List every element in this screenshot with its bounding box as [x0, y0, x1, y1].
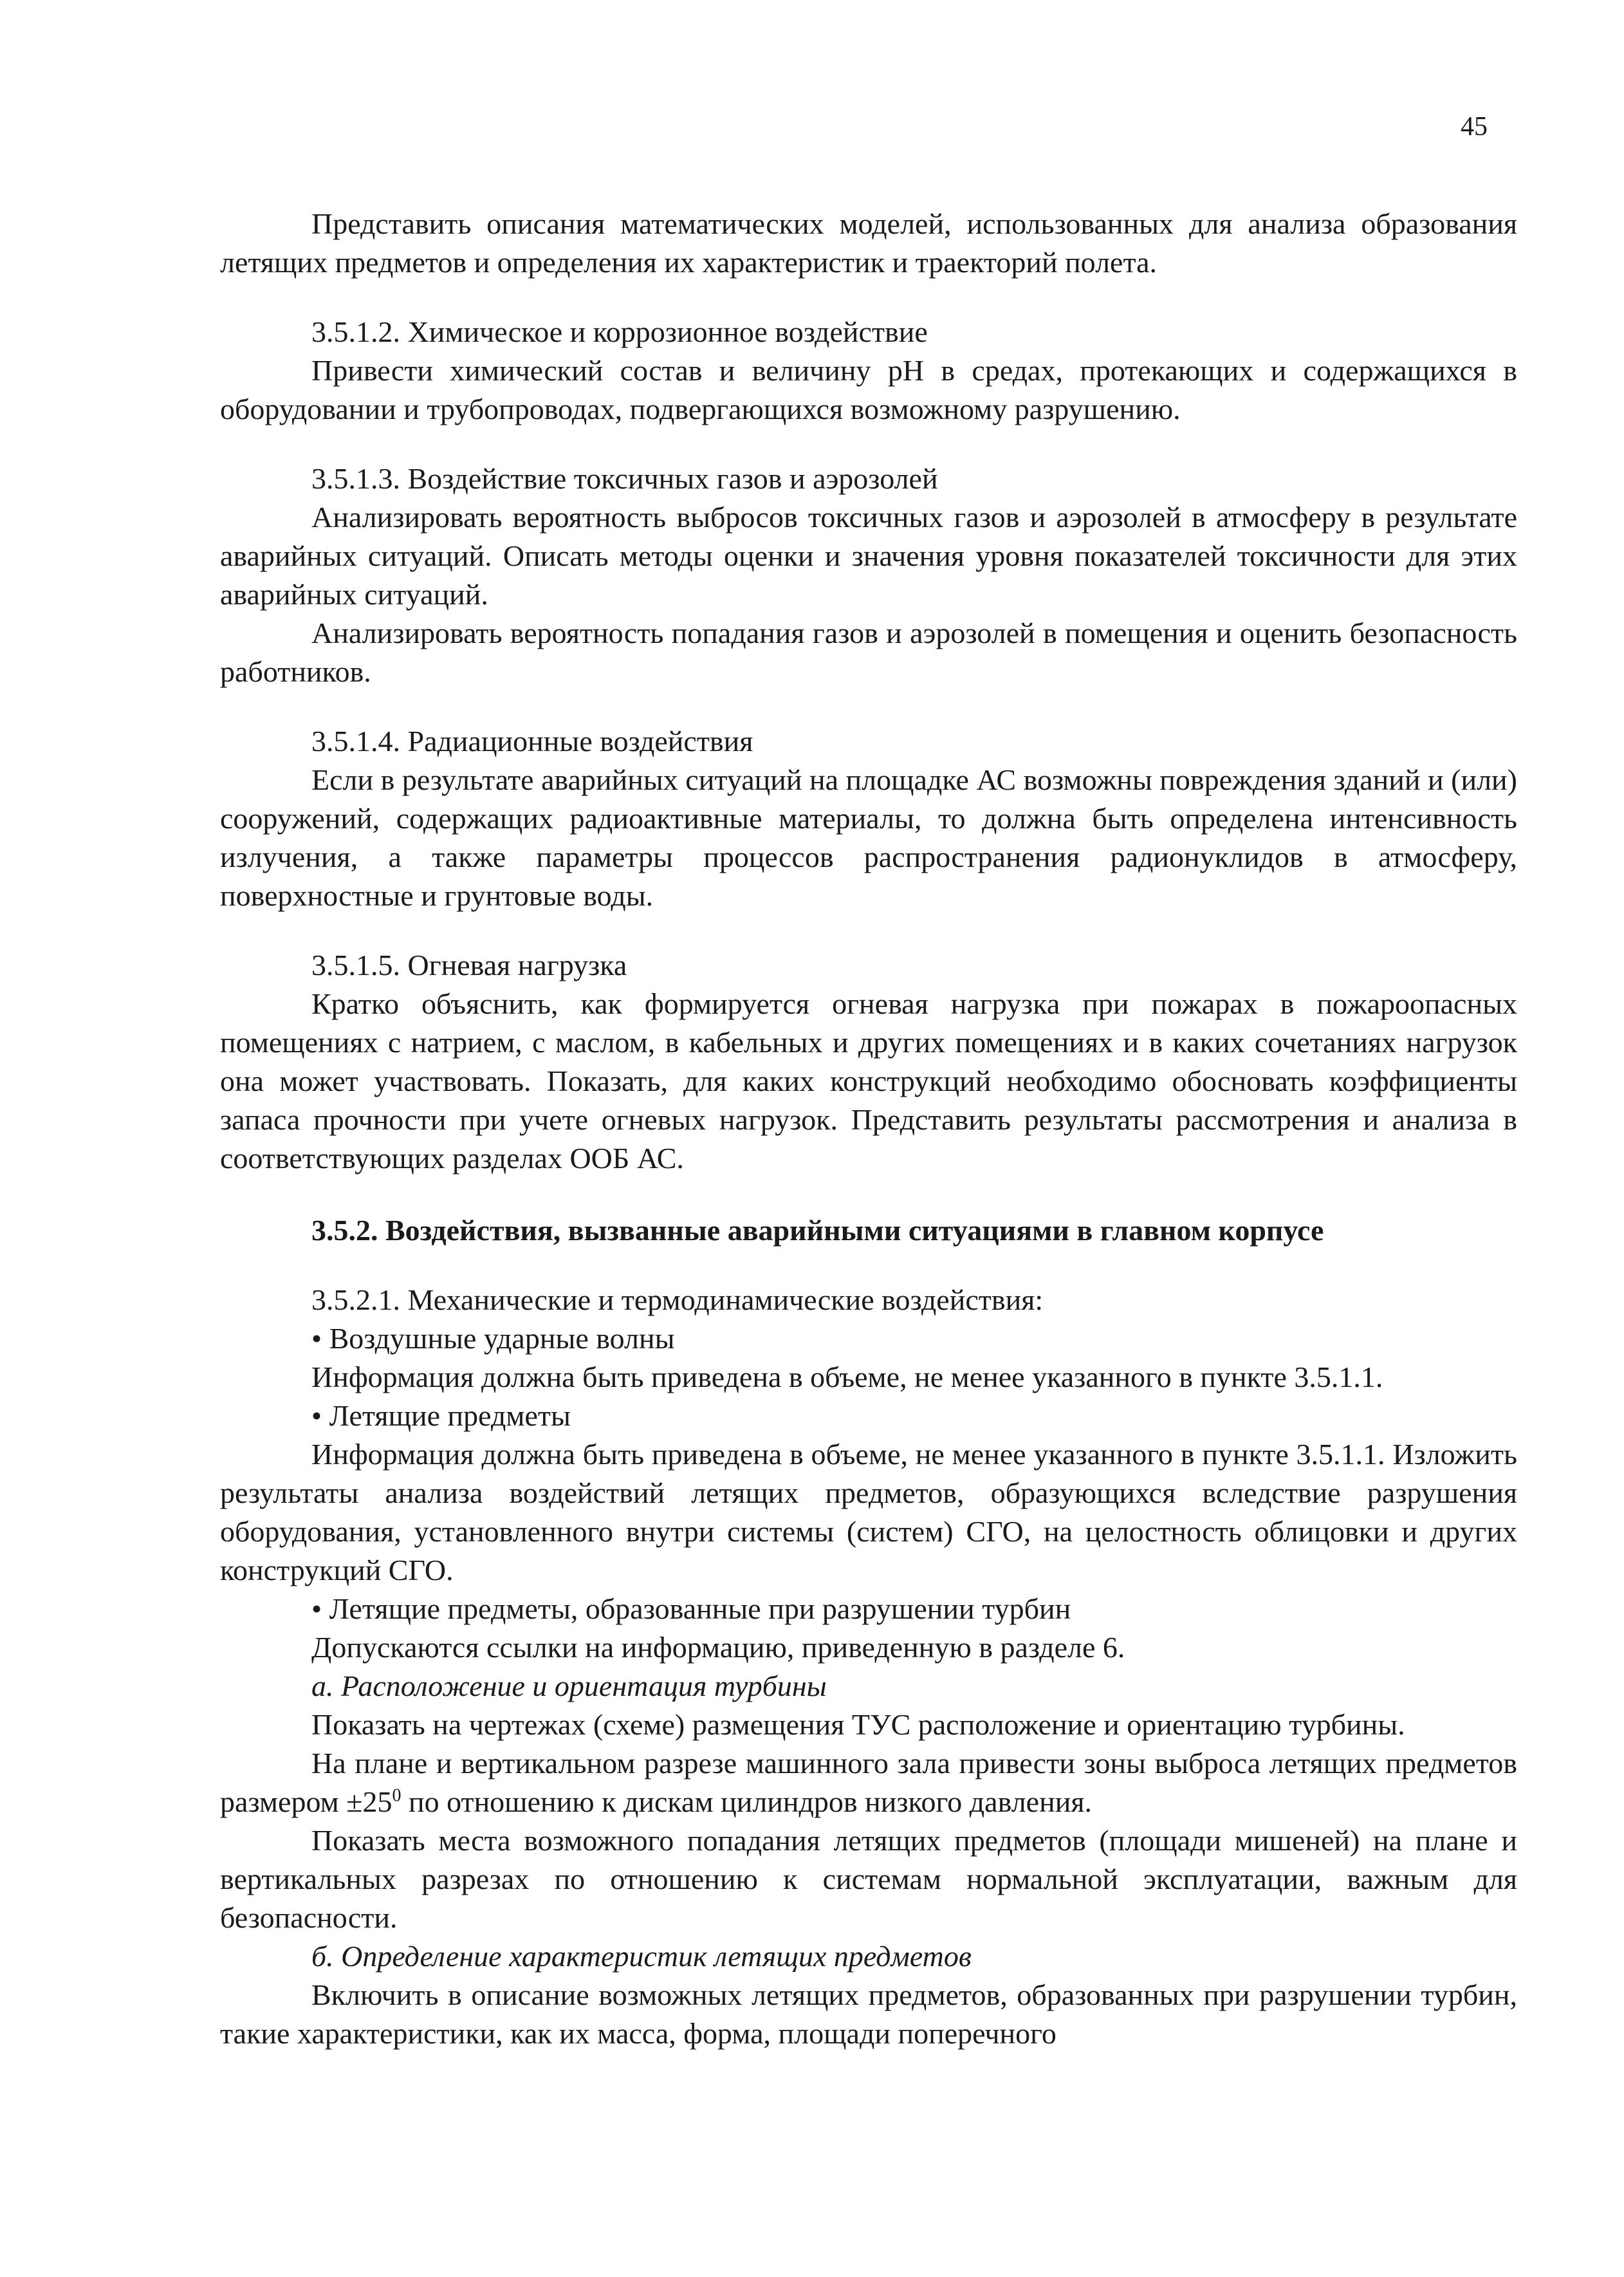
- paragraph-flying-objects-models: Представить описания математических моделей, использованных для анализа образования летящих предметов и определения их характеристик и траекторий полета.: [220, 207, 1517, 279]
- section-3513-text-2: Анализировать вероятность попадания газов и аэрозолей в помещения и оценить безопасность работников.: [220, 617, 1517, 688]
- page-content: [220, 205, 1517, 2053]
- subsection-a-text-2: [220, 1744, 1517, 1821]
- subsection-a-text-3: Показать места возможного попадания летящих предметов (площади мишеней) на плане и вертикальных разрезах по отношению к системам нормальной эксплуатации, важным для безопасности.: [220, 1824, 1517, 1934]
- section-3515-title: 3.5.1.5. Огневая нагрузка: [311, 949, 627, 981]
- section-3512-text: Привести химический состав и величину pH в средах, протекающих и содержащихся в оборудовании и трубопроводах, подвергающихся возможному разрушению.: [220, 354, 1517, 425]
- section-3514-text: Если в результате аварийных ситуаций на площадке АС возможны повреждения зданий и (или) сооружений, содержащих радиоактивные материалы, то должна быть определена интенсивность излучения, а также параметры процессов распространения радионуклидов в атмосферу, поверхностные и грунтовые воды.: [220, 763, 1517, 912]
- bullet-turbine-missiles-text: Допускаются ссылки на информацию, приведенную в разделе 6.: [311, 1631, 1125, 1664]
- section-3521-title: 3.5.2.1. Механические и термодинамические воздействия:: [311, 1283, 1044, 1316]
- section-3513-title: 3.5.1.3. Воздействие токсичных газов и аэрозолей: [311, 462, 938, 495]
- degree-superscript: 0: [392, 1785, 401, 1806]
- bullet-air-shock-waves-text: Информация должна быть приведена в объеме, не менее указанного в пункте 3.5.1.1.: [311, 1361, 1383, 1393]
- section-3514-title: 3.5.1.4. Радиационные воздействия: [311, 725, 753, 757]
- bullet-flying-objects: • Летящие предметы: [220, 1397, 1517, 1435]
- subsection-a-text-2-post: по отношению к дискам цилиндров низкого давления.: [401, 1785, 1092, 1818]
- bullet-air-shock-waves: • Воздушные ударные волны: [220, 1319, 1517, 1358]
- subsection-a-title: а. Расположение и ориентация турбины: [311, 1669, 827, 1702]
- subsection-a-text-2-pre: На плане и вертикальном разрезе машинного зала привести зоны выброса летящих предметов размером ±25: [220, 1747, 1517, 1818]
- page-number: 45: [1461, 112, 1488, 142]
- section-352-heading: 3.5.2. Воздействия, вызванные аварийными ситуациями в главном корпусе: [311, 1214, 1324, 1247]
- bullet-turbine-missiles: • Летящие предметы, образованные при разрушении турбин: [220, 1590, 1517, 1628]
- subsection-b-title: б. Определение характеристик летящих предметов: [311, 1940, 972, 1973]
- section-3512-title: 3.5.1.2. Химическое и коррозионное воздействие: [311, 315, 928, 348]
- bullet-flying-objects-text: Информация должна быть приведена в объеме, не менее указанного в пункте 3.5.1.1. Изложить результаты анализа воздействий летящих предметов, образующихся вследствие разрушения оборудования, установленного внутри системы (систем) СГО, на целостность облицовки и других конструкций СГО.: [220, 1438, 1517, 1586]
- subsection-b-text: Включить в описание возможных летящих предметов, образованных при разрушении турбин, такие характеристики, как их масса, форма, площади поперечного: [220, 1978, 1517, 2050]
- subsection-a-text-1: Показать на чертежах (схеме) размещения ТУС расположение и ориентацию турбины.: [311, 1708, 1405, 1741]
- section-3513-text-1: Анализировать вероятность выбросов токсичных газов и аэрозолей в атмосферу в результате аварийных ситуаций. Описать методы оценки и значения уровня показателей токсичности для этих аварийных ситуаций.: [220, 501, 1517, 611]
- section-3515-text: Кратко объяснить, как формируется огневая нагрузка при пожарах в пожароопасных помещениях с натрием, с маслом, в кабельных и других помещениях и в каких сочетаниях нагрузок она может участвовать. Показать, для каких конструкций необходимо обосновать коэффициенты запаса прочности при учете огневых нагрузок. Представить результаты рассмотрения и анализа в соответствующих разделах ООБ АС.: [220, 987, 1517, 1175]
